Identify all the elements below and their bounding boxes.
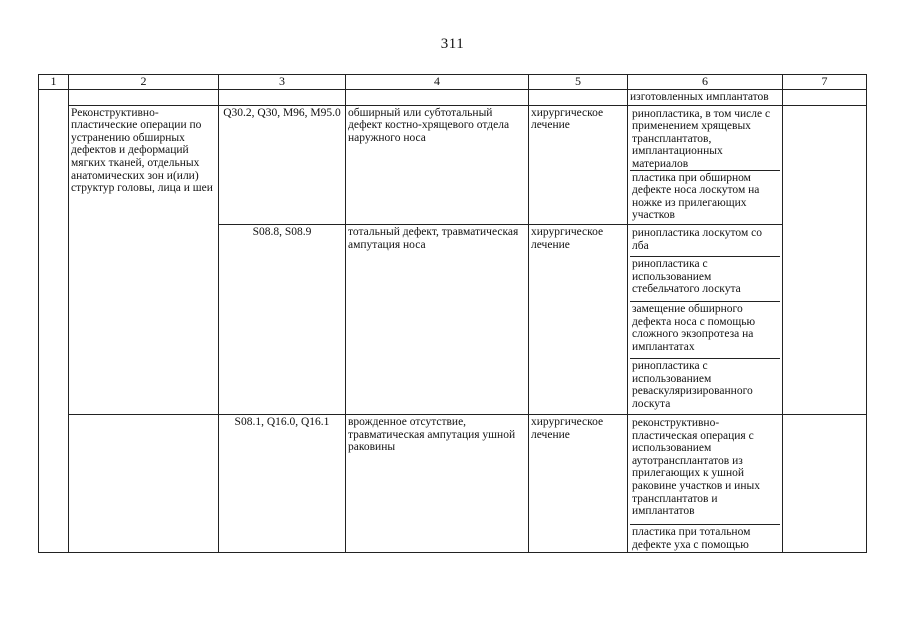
method-item: пластика при обширном дефекте носа лоскутом на ножке из прилегающих участков <box>632 171 760 222</box>
column-header-6: 6 <box>628 75 783 90</box>
notes-cell <box>783 90 867 106</box>
notes-cell <box>783 105 867 414</box>
treatment-cell: хирургическое лечение <box>529 224 628 414</box>
method-item: замещение обширного дефекта носа с помощью сложного экзопротеза на имплантатах <box>630 302 780 359</box>
notes-cell <box>783 414 867 552</box>
methods-cell <box>628 105 783 224</box>
column-header-4: 4 <box>346 75 529 90</box>
methods-cell <box>628 414 783 552</box>
intervention-cell <box>69 90 219 106</box>
model-cell: обширный или субтотальный дефект костно-хрящевого отдела наружного носа <box>346 105 529 224</box>
treatment-cell <box>529 90 628 106</box>
codes-cell <box>219 90 346 106</box>
methods-cell: изготовленных имплантатов <box>628 90 783 106</box>
column-header-5: 5 <box>529 75 628 90</box>
column-header-7: 7 <box>783 75 867 90</box>
methods-cell <box>628 224 783 414</box>
header-row <box>39 75 867 90</box>
table-row <box>39 414 867 552</box>
model-cell: тотальный дефект, травматическая ампутация носа <box>346 224 529 414</box>
model-cell <box>346 90 529 106</box>
row-number-cell <box>39 90 69 553</box>
intervention-cell <box>69 414 219 552</box>
treatment-cell: хирургическое лечение <box>529 414 628 552</box>
codes-cell: Q30.2, Q30, M96, M95.0 <box>219 105 346 224</box>
column-header-2: 2 <box>69 75 219 90</box>
table-row <box>39 105 867 224</box>
method-item: ринопластика, в том числе с применением хрящевых трансплантатов, имплантационных материалов <box>630 107 780 171</box>
method-item: ринопластика с использованием стебельчатого лоскута <box>630 257 780 302</box>
treatment-cell: хирургическое лечение <box>529 105 628 224</box>
codes-cell: S08.1, Q16.0, Q16.1 <box>219 414 346 552</box>
medical-care-table <box>38 74 867 553</box>
page-number: 311 <box>440 36 465 52</box>
column-header-1: 1 <box>39 75 69 90</box>
codes-cell: S08.8, S08.9 <box>219 224 346 414</box>
intervention-cell: Реконструктивно-пластические операции по устранению обширных дефектов и деформаций мягких тканей, отдельных анатомических зон и(или) структур головы, лица и шеи <box>69 105 219 414</box>
method-item: ринопластика лоскутом со лба <box>630 226 780 257</box>
model-cell: врожденное отсутствие, травматическая ампутация ушной раковины <box>346 414 529 552</box>
column-header-3: 3 <box>219 75 346 90</box>
method-item: реконструктивно-пластическая операция с использованием аутотрансплантатов из прилегающих к ушной раковине участков и иных трансплантатов и имплантатов <box>630 416 780 525</box>
method-item: пластика при тотальном дефекте уха с помощью <box>632 525 751 551</box>
method-item: ринопластика с использованием реваскуляризированного лоскута <box>632 359 753 410</box>
table-row <box>39 90 867 106</box>
